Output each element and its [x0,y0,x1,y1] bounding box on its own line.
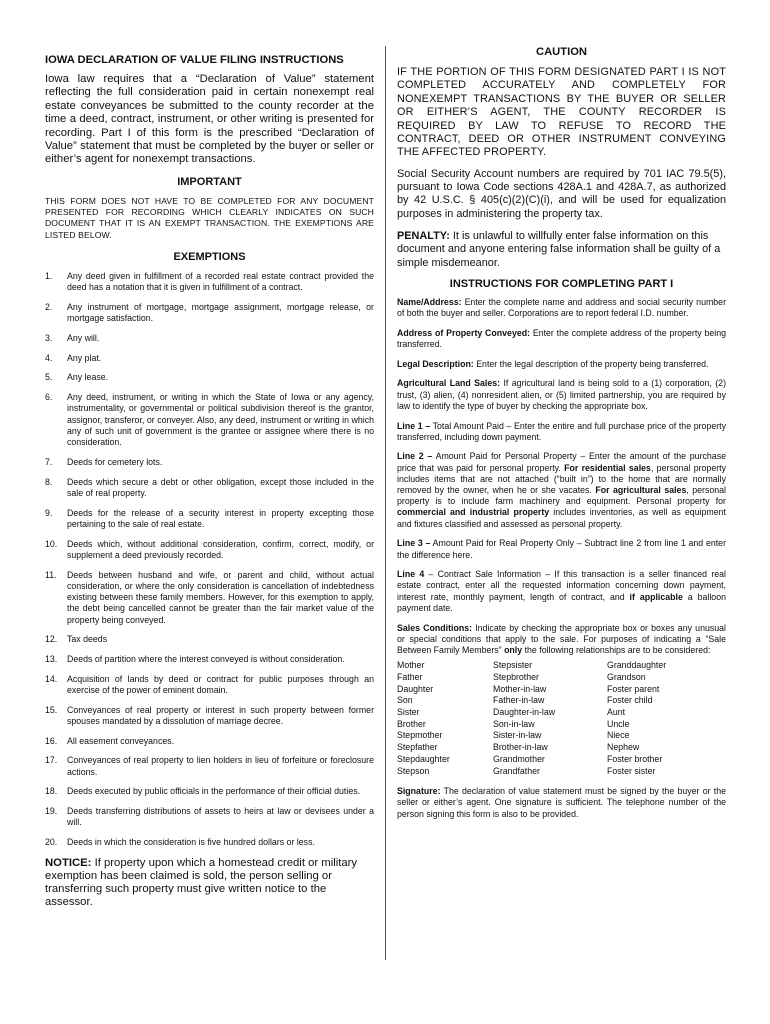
relationship-item: Son [397,695,413,706]
agricultural-sales-label: Agricultural Land Sales: [397,378,501,389]
line1-instruction [397,421,726,443]
exemptions-heading: EXEMPTIONS [173,251,246,264]
column-divider [385,46,386,960]
exemption-number: 6. [45,392,53,403]
relationship-item: Brother-in-law [493,742,548,753]
relationship-item: Sister [397,707,420,718]
exemption-number: 2. [45,302,53,313]
exemption-number: 14. [45,673,58,684]
sales-conditions-instruction [397,623,726,657]
exemption-item [45,705,374,728]
line2-text-a: Amount Paid for Personal Property – Enter the amount of the purchase price that was paid for personal property. [397,451,726,473]
line2-bold-c: commercial and industrial property [397,507,550,518]
relationship-item: Stepmother [397,730,443,741]
legal-description-text: Enter the legal description of the property being transferred. [473,358,709,369]
exemption-item [45,477,374,500]
instructions-heading: INSTRUCTIONS FOR COMPLETING PART I [449,277,674,290]
exemption-item [45,302,374,325]
sales-conditions-label: Sales Conditions: [397,622,473,633]
right-column [397,46,726,828]
exemption-number: 5. [45,372,53,383]
line2-bold-a: For residential sales [564,462,651,473]
relationship-item: Foster child [607,695,653,706]
relationship-item: Sister-in-law [493,730,542,741]
ssn-paragraph: Social Security Account numbers are required by 701 IAC 79.5(5), pursuant to Iowa Code sections 428A.1 and 428A.7, as authorized by 42 U.S.C. § 405(c)(2)(C)(i), and will be used for equalization purposes in administering the property tax. [397,167,726,220]
signature-text: The declaration of value statement must be signed by the buyer or the seller or either’s agent. One signature is sufficient. The telephone number of the person signing this form is also to be provided. [397,786,726,819]
exemption-item [45,806,374,829]
relationship-item: Stepfather [397,742,438,753]
line3-text: Amount Paid for Real Property Only – Subtract line 2 from line 1 and enter the difference here. [397,538,727,560]
exemption-text: Deeds transferring distributions of assets to heirs at law or devisees under a will. [67,806,374,828]
exemption-item [45,634,374,645]
exemption-text: Any lease. [67,372,109,383]
exemption-item [45,333,374,344]
relationship-item: Father-in-law [493,695,545,706]
relationship-item: Foster brother [607,753,663,764]
relationship-item: Son-in-law [493,718,535,729]
exemption-number: 16. [45,735,58,746]
exemption-item [45,654,374,665]
relationship-item: Mother-in-law [493,683,547,694]
line1-text: Total Amount Paid – Enter the entire and full purchase price of the property transferred, including down payment. [397,420,726,442]
line4-instruction [397,569,726,614]
relationship-item: Aunt [607,707,626,718]
penalty-paragraph [397,230,726,270]
exemption-number: 17. [45,755,58,766]
exemption-number: 8. [45,476,53,487]
relationship-item: Stepbrother [493,671,539,682]
name-address-text: Enter the complete name and address and social security number of both the buyer and seller. Corporations are to report federal I.D. number. [397,296,726,319]
signature-instruction [397,786,726,820]
exemption-number: 20. [45,837,58,848]
important-paragraph: THIS FORM DOES NOT HAVE TO BE COMPLETED FOR ANY DOCUMENT PRESENTED FOR RECORDING WHICH CLEARLY INDICATES ON SUCH DOCUMENT THAT IT IS AN EXEMPT TRANSACTION. THE EXEMPTIONS ARE LISTED BELOW. [45,195,374,240]
agricultural-sales-text: If agricultural land is being sold to a (1) corporation, (2) trust, (3) alien, (4) nonresident alien, or (5) limited partnership, you are required by law to identify the type of buyer by checking the appropriate box. [397,378,726,411]
line3-instruction [397,538,726,560]
line3-label: Line 3 – [397,538,431,549]
exemption-text: Any plat. [67,352,102,363]
line2-instruction [397,451,726,529]
exemption-text: Any deed given in fulfillment of a recorded real estate contract provided the deed has a notation that it is given in fulfillment of a contract. [67,271,374,293]
exemption-number: 4. [45,352,53,363]
relationship-item: Mother [397,660,425,671]
exemption-number: 7. [45,456,53,467]
left-column [45,54,374,910]
relationship-item: Granddaughter [607,660,667,671]
relationship-item: Niece [607,730,630,741]
relationship-item: Foster sister [607,765,656,776]
intro-paragraph: Iowa law requires that a “Declaration of Value” statement reflecting the full consideration paid in certain nonexempt real estate conveyances be submitted to the county recorder at the time a deed, contract, instrument, or other writing is presented for recording. Part I of this form is the prescribed “Declaration of Value” statement that must be completed by the buyer or seller or either’s agent for nonexempt transactions. [45,73,374,166]
penalty-text: It is unlawful to willfully enter false information on this document and anyone entering false information shall be guilty of a simple misdemeanor. [397,230,721,269]
exemption-number: 13. [45,654,58,665]
relationship-item: Nephew [607,742,640,753]
caution-paragraph: IF THE PORTION OF THIS FORM DESIGNATED PART I IS NOT COMPLETED ACCURATELY AND COMPLETELY FOR NONEXEMPT TRANSACTIONS BY THE BUYER OR SELLER OR EITHER’S AGENT, THE COUNTY RECORDER IS REQUIRED BY LAW TO REFUSE TO RECORD THE CONTRACT, DEED OR OTHER INSTRUMENT CONVEYING THE AFFECTED PROPERTY. [397,66,726,159]
property-address-label: Address of Property Conveyed: [397,327,531,338]
exemption-text: Conveyances of real property or interest in such property between former spouses mandated by a dissolution of marriage decree. [67,704,374,727]
relationships-column-3 [607,660,717,777]
exemption-text: Any deed, instrument, or writing in which the State of Iowa or any agency, instrumentality, or governmental or political subdivision thereof is the grantor, assignor, transferor, or conveyer. Also, any deed, instrument or writing in which any of such unit of government is the grantee or assignee where there is no consideration. [67,392,374,448]
exemption-item [45,271,374,294]
exemption-number: 19. [45,806,58,817]
exemption-item [45,570,374,626]
relationship-item: Grandson [607,671,646,682]
exemption-number: 18. [45,786,58,797]
line2-bold-b: For agricultural sales [595,485,687,496]
exemption-text: Deeds of partition where the interest conveyed is without consideration. [67,654,345,665]
caution-heading: CAUTION [536,46,587,58]
penalty-label: PENALTY: [397,230,450,243]
sales-conditions-bold: only [504,645,523,655]
exemption-text: Acquisition of lands by deed or contract for public purposes through an exercise of the power of eminent domain. [67,673,374,696]
exemption-text: Any instrument of mortgage, mortgage assignment, mortgage release, or mortgage satisfaction. [67,302,374,324]
notice-text: If property upon which a homestead credit or military exemption has been claimed is sold, the person selling or transferring such property must give written notice to the assessor. [45,856,358,909]
relationship-item: Brother [397,718,426,729]
exemption-item [45,457,374,468]
relationships-column-1 [397,660,493,777]
relationship-item: Stepson [397,765,430,776]
relationship-item: Father [397,671,423,682]
exemption-text: Deeds which, without additional consideration, confirm, correct, modify, or supplement a deed previously recorded. [67,538,374,560]
family-relationships-table [397,660,726,777]
exemption-number: 9. [45,507,53,518]
legal-description-label: Legal Description: [397,358,474,369]
line1-label: Line 1 – [397,420,431,431]
line2-label: Line 2 – [397,451,433,462]
exemption-text: All easement conveyances. [67,735,175,746]
legal-description-instruction [397,359,726,370]
important-heading: IMPORTANT [177,175,242,188]
exemption-text: Conveyances of real property to lien holders in lieu of forfeiture or foreclosure actions. [67,755,374,777]
relationship-item: Uncle [607,718,630,729]
exemptions-list [45,271,374,848]
exemption-text: Deeds which secure a debt or other obligation, except those included in the sale of real property. [67,476,374,498]
line4-bold: if applicable [629,591,683,602]
exemption-number: 15. [45,704,58,715]
exemption-number: 10. [45,538,58,549]
exemption-number: 12. [45,634,58,645]
agricultural-sales-instruction [397,378,726,412]
filing-instructions-title: IOWA DECLARATION OF VALUE FILING INSTRUCTIONS [45,54,344,66]
line4-text-a: – Contract Sale Information – If this transaction is a seller financed real estate contract, enter all the requested information concerning down payment, interest rate, monthly payment, length of contract, and [397,569,726,602]
exemption-item [45,674,374,697]
exemption-text: Tax deeds [67,634,108,645]
relationship-item: Daughter-in-law [493,707,556,718]
sales-conditions-text-b: the following relationships are to be considered: [522,645,711,655]
exemption-item [45,755,374,778]
signature-label: Signature: [397,786,441,797]
exemption-text: Deeds for cemetery lots. [67,456,163,467]
line2-text-c: , personal property is to include farm machinery and equipment. Personal property for [397,485,726,507]
name-address-instruction [397,297,726,319]
exemption-text: Deeds in which the consideration is five hundred dollars or less. [67,837,315,848]
exemption-item [45,392,374,448]
notice-label: NOTICE: [45,856,92,869]
exemption-item [45,353,374,364]
exemption-item [45,508,374,531]
relationship-item: Grandmother [493,753,545,764]
sales-conditions-text-a: Indicate by checking the appropriate box or boxes any unusual or special conditions that apply to the sale. For purposes of indicating a “Sale Between Family Members” [397,622,726,655]
relationship-item: Stepsister [493,660,533,671]
property-address-instruction [397,328,726,350]
exemption-item [45,539,374,562]
exemption-text: Deeds for the release of a security interest in property excepting those pertaining to the sale of real estate. [67,507,374,529]
line4-label: Line 4 [397,569,425,580]
relationship-item: Stepdaughter [397,753,450,764]
line2-text-d: includes inventories, as well as equipment and fixtures classified and assessed as personal property. [397,507,726,529]
name-address-label: Name/Address: [397,296,462,307]
line4-text-b: a balloon payment date. [397,591,726,613]
relationships-column-2 [493,660,607,777]
exemption-number: 1. [45,271,53,282]
relationship-item: Grandfather [493,765,540,776]
exemption-item [45,786,374,797]
exemption-item [45,736,374,747]
exemption-item [45,837,374,848]
exemption-text: Any will. [67,333,100,343]
property-address-text: Enter the complete address of the property being transferred. [397,327,727,350]
exemption-text: Deeds executed by public officials in the performance of their official duties. [67,786,361,797]
exemption-item [45,372,374,383]
exemption-number: 11. [45,569,57,580]
exemption-number: 3. [45,333,53,343]
notice-paragraph [45,857,374,910]
relationship-item: Daughter [397,683,434,694]
exemption-text: Deeds between husband and wife, or parent and child, without actual consideration, or where the only consideration is cancellation of indebtedness existing between these family members. However, for this exemption to apply, the debt being cancelled cannot be greater than the fair market value of the property being conveyed. [67,569,374,625]
line2-text-b: , personal property includes items that are not attached (“built in”) to the home that are normally removed by the owner, when he or she vacates. [397,462,726,496]
relationship-item: Foster parent [607,683,660,694]
